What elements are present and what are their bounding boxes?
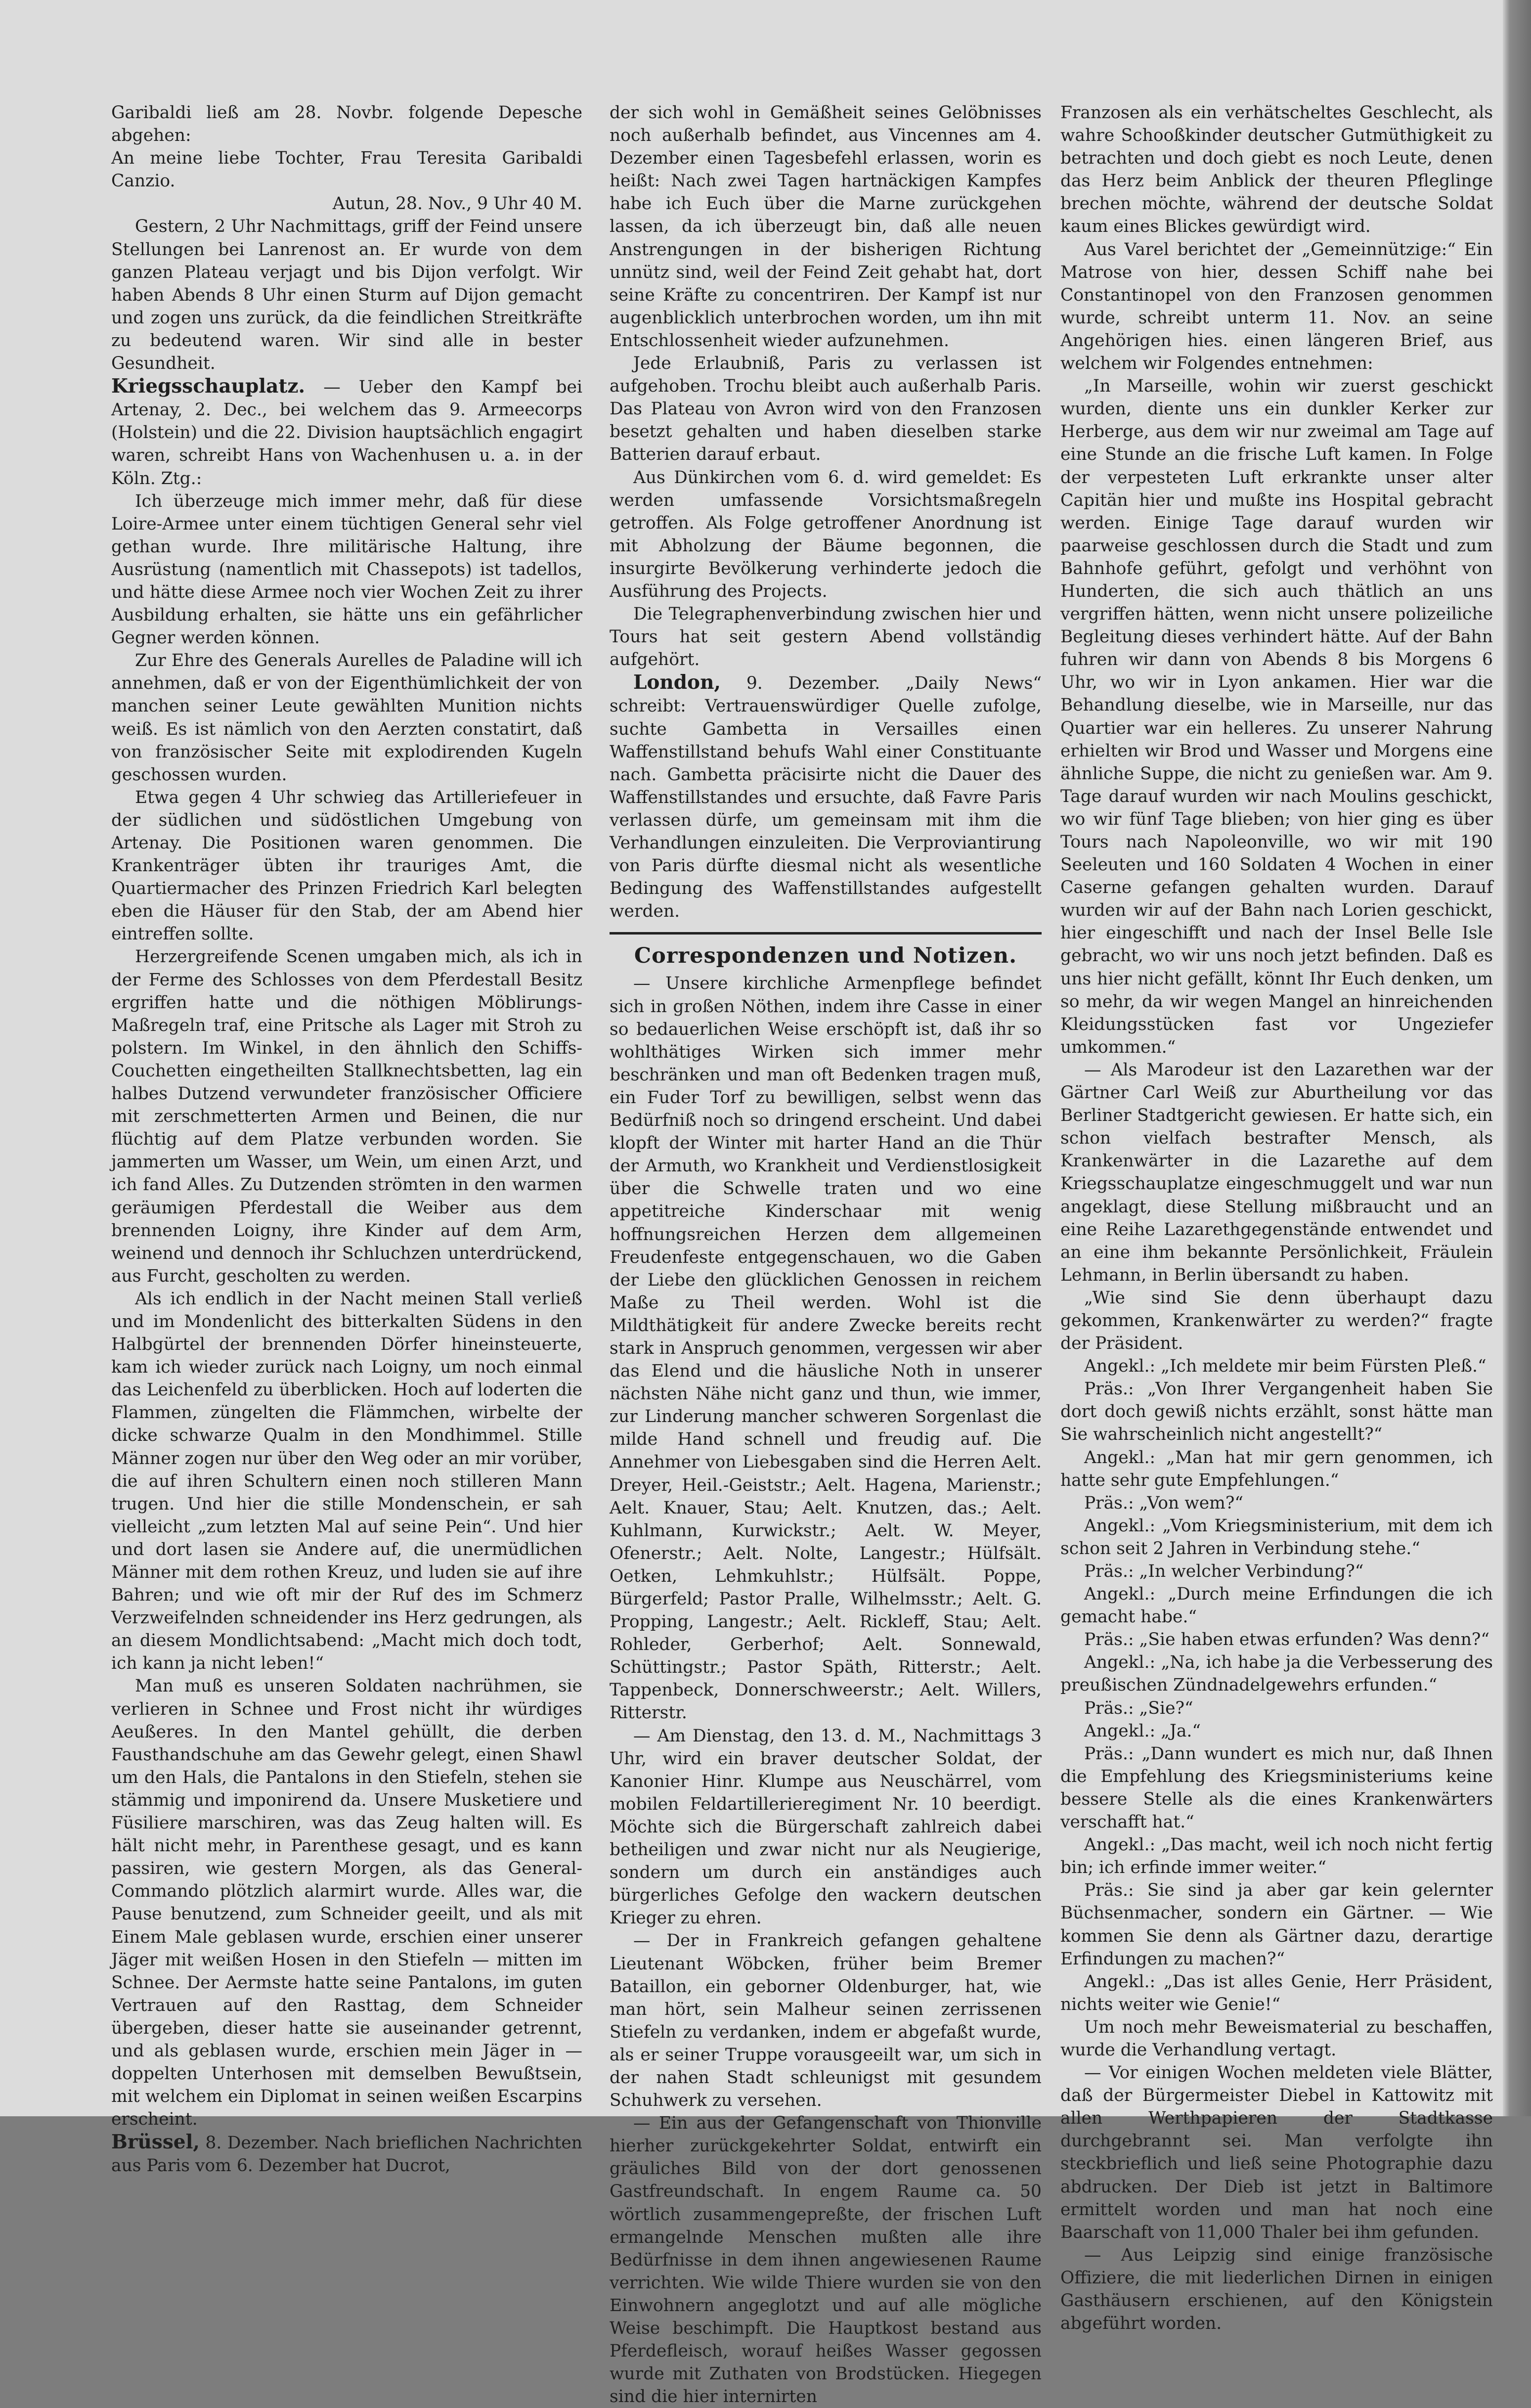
paragraph	[111, 490, 582, 650]
paragraph-text: Präs.: Sie sind ja aber gar kein gelernter Büchsenmacher, sondern ein Gärtner. — Wie kommen Sie denn als Gärtner dazu, derartige Erfindungen zu machen?“	[1060, 1880, 1493, 1969]
paragraph-text: Aus Varel berichtet der „Gemeinnützige:“ Ein Matrose von hier, dessen Schiff nahe bei Constantinopel von den Franzosen genommen wurde, schreibt unterm 11. Nov. an seine Angehörigen hies. einen längeren Brief, aus welchem wir Folgendes entnehmen:	[1060, 239, 1493, 374]
paragraph	[1060, 1446, 1493, 1492]
paragraph	[1060, 1378, 1493, 1446]
paragraph	[111, 1288, 582, 1675]
paragraph-text: Präs.: „Sie haben etwas erfunden? Was denn?“	[1084, 1630, 1490, 1650]
paragraph	[1060, 1583, 1493, 1628]
paragraph-text: Ich überzeuge mich immer mehr, daß für diese Loire-Armee unter einem tüchtigen General sehr viel gethan wurde. Ihre militärische Haltung, ihre Ausrüstung (namentlich mit Chassepots) ist tadellos, und hätte diese Armee noch vier Wochen Zeit zu ihrer Ausbildung erhalten, sie hätte uns ein gefährlicher Gegner werden können.	[111, 491, 582, 648]
paragraph	[1060, 1833, 1493, 1879]
paragraph-text: Angekl.: „Das macht, weil ich noch nicht fertig bin; ich erfinde immer weiter.“	[1060, 1835, 1493, 1878]
paragraph	[1060, 1628, 1493, 1651]
paragraph-text: Angekl.: „Man hat mir gern genommen, ich hatte sehr gute Empfehlungen.“	[1060, 1447, 1493, 1490]
paragraph-text: Um noch mehr Beweismaterial zu beschaffen, wurde die Verhandlung vertagt.	[1060, 2017, 1493, 2060]
paragraph-text: Jede Erlaubniß, Paris zu verlassen ist aufgehoben. Trochu bleibt auch außerhalb Paris. Das Plateau von Avron wird von den Franzosen besetzt gehalten und haben dieselben starke Batterien darauf erbaut.	[610, 354, 1042, 465]
column-middle	[610, 101, 1042, 2407]
paragraph	[111, 215, 582, 375]
paragraph-lead: Brüssel,	[111, 2131, 200, 2154]
paragraph-text: Angekl.: „Vom Kriegsministerium, mit dem ich schon seit 2 Jahren in Verbindung stehe.“	[1060, 1516, 1493, 1559]
paragraph-text: — Als Marodeur ist den Lazarethen war der Gärtner Carl Weiß zur Aburtheilung vor das Berliner Stadtgericht gewiesen. Er hatte sich, ein schon vielfach bestrafter Mensch, als Krankenwärter in die Lazarethe auf dem Kriegsschauplatze eingeschmuggelt und war nun angeklagt, diese Stellung mißbraucht und an eine Reihe Lazarethgegenstände entwendet und an eine ihm bekannte Persönlichkeit, Fräulein Lehmann, in Berlin übersandt zu haben.	[1060, 1060, 1493, 1285]
paragraph	[1060, 1742, 1493, 1833]
paragraph	[111, 786, 582, 946]
paragraph	[610, 352, 1042, 466]
paragraph-text: Etwa gegen 4 Uhr schwieg das Artilleriefeuer in der südlichen und südöstlichen Umgebung von Artenay. Die Positionen waren genommen. Die Krankenträger übten ihr trauriges Amt, die Quartiermacher des Prinzen Friedrich Karl belegten eben die Häuser für den Stab, der am Abend hier eintreffen sollte.	[111, 787, 582, 944]
paragraph	[1060, 1515, 1493, 1560]
paragraph-text: — Unsere kirchliche Armenpflege befindet sich in großen Nöthen, indem ihre Casse in einer so bedauerlichen Weise erschöpft ist, daß ihr so wohlthätiges Wirken sich immer mehr beschränken und man oft Bedenken tragen muß, ein Fuder Torf zu bewilligen, selbst wenn das Bedürfniß noch so dringend erscheint. Und dabei klopft der Winter mit harter Hand an die Thür der Armuth, wo Krankheit und Verdienstlosigkeit über die Schwelle traten und wo eine appetitreiche Kinderschaar mit wenig hoffnungsreichen Herzen dem allgemeinen Freudenfeste entgegenschauen, wo die Gaben der Liebe den glücklichen Genossen in reichem Maße zu Theil werden. Wohl ist die Mildthätigkeit für andere Zwecke bereits recht stark in Anspruch genommen, vergessen wir aber das Elend und die häusliche Noth in unserer nächsten Nähe nicht ganz und thun, wie immer, zur Linderung mancher schweren Sorgenlast die milde Hand schnell und freudig auf. Die Annehmer von Liebesgaben sind die Herren Aelt. Dreyer, Heil.-Geiststr.; Aelt. Hagena, Marienstr.; Aelt. Knauer, Stau; Aelt. Knutzen, das.; Aelt. Kuhlmann, Kurwickstr.; Aelt. W. Meyer, Ofenerstr.; Aelt. Nolte, Langestr.; Hülfsält. Oetken, Lehmkuhlstr.; Hülfsält. Poppe, Bürgerfeld; Pastor Pralle, Wilhelmsstr.; Aelt. G. Propping, Langestr.; Aelt. Rickleff, Stau; Aelt. Rohleder, Gerberhof; Aelt. Sonnewald, Schüttingstr.; Pastor Späth, Ritterstr.; Aelt. Tappenbeck, Donnerschweerstr.; Aelt. Willers, Ritterstr.	[610, 974, 1042, 1723]
paragraph	[1060, 1059, 1493, 1287]
paragraph	[1060, 2244, 1493, 2335]
paragraph	[610, 1929, 1042, 2112]
paragraph-text: An meine liebe Tochter, Frau Teresita Garibaldi Canzio.	[111, 148, 582, 191]
paragraph-text: Als ich endlich in der Nacht meinen Stall verließ und im Mondenlicht des bitterkalten Südens in den Halbgürtel der brennenden Dörfer hineinsteuerte, kam ich wieder zurück nach Loigny, um noch einmal das Leichenfeld zu überblicken. Hoch auf loderten die Flammen, züngelten die Flämmchen, wirbelte der dicke schwarze Qualm in den Mondhimmel. Stille Männer zogen nur über den Weg oder an mir vorüber, die auf ihren Schultern einen noch stilleren Mann trugen. Und hier die stille Mondenschein, er sah vielleicht „zum letzten Mal auf seine Pein“. Und hier und dort lasen sie Andere auf, die unermüdlichen Männer mit dem rothen Kreuz, und luden sie auf ihre Bahren; und wie oft mir der Ruf des im Schmerz Verzweifelnden schneidender ins Herz gedrungen, als an diesem Mondlichtsabend: „Macht mich doch todt, ich kann ja nicht leben!“	[111, 1289, 582, 1674]
paragraph-text: 9. Dezember. „Daily News“ schreibt: Vertrauenswürdiger Quelle zufolge, suchte Gambetta in Versailles einen Waffenstillstand behufs Wahl einer Constituante nach. Gambetta präcisirte nicht die Dauer des Waffenstillstandes und ersuchte, daß Favre Paris verlassen dürfe, um gemeinsam mit ihm die Verhandlungen einzuleiten. Die Verproviantirung von Paris dürfte diesmal nicht als wesentliche Bedingung des Waffenstillstandes aufgestellt werden.	[610, 673, 1042, 922]
paragraph-text: Gestern, 2 Uhr Nachmittags, griff der Feind unsere Stellungen bei Lanrenost an. Er wurde von dem ganzen Plateau verjagt und bis Dijon verfolgt. Wir haben Abends 8 Uhr einen Sturm auf Dijon gemacht und zogen uns zurück, da die feindlichen Streitkräfte zu bedeutend waren. Wir sind alle in bester Gesundheit.	[111, 217, 582, 374]
paragraph-text: Angekl.: „Na, ich habe ja die Verbesserung des preußischen Zündnadelgewehrs erfunden.“	[1060, 1652, 1493, 1695]
paragraph	[1060, 1492, 1493, 1515]
paragraph	[111, 649, 582, 786]
paragraph-lead: Kriegsschauplatz.	[111, 375, 306, 398]
paragraph-text: Angekl.: „Das ist alles Genie, Herr Präsident, nichts weiter wie Genie!“	[1060, 1971, 1493, 2014]
paragraph	[1060, 1355, 1493, 1378]
paragraph	[111, 2131, 582, 2177]
paragraph	[1060, 1287, 1493, 1355]
paragraph	[610, 466, 1042, 603]
paragraph-text: Angekl.: „Durch meine Erfindungen die ich gemacht habe.“	[1060, 1584, 1493, 1627]
paragraph-text: Zur Ehre des Generals Aurelles de Paladine will ich annehmen, daß er von der Eigenthümlichkeit der von manchen seiner Leute gewählten Munition nichts weiß. Es ist nämlich von den Aerzten constatirt, daß von französischer Seite mit explodirenden Kugeln geschossen wurden.	[111, 651, 582, 785]
paragraph-text: „In Marseille, wohin wir zuerst geschickt wurden, diente uns ein dunkler Kerker zur Herberge, aus dem wir nur zweimal am Tage auf eine Stunde an die frische Luft kamen. In Folge der verpesteten Luft erkrankte unser alter Capitän hier und mußte ins Hospital gebracht werden. Einige Tage darauf wurden wir paarweise geschlossen durch die Stadt und zum Bahnhofe geführt, gefolgt und verhöhnt von Hunderten, die sich auch thätlich an uns vergriffen hätten, wenn nicht unsere polizeiliche Begleitung dieses verhindert hätte. Auf der Bahn fuhren wir dann von Abends 8 bis Morgens 6 Uhr, wo wir in Lyon ankamen. Hier war die Behandlung dieselbe, wie in Marseille, nur das Quartier war ein helleres. Zu unserer Nahrung erhielten wir Brod und Wasser und Morgens eine ähnliche Suppe, die nicht zu genießen war. Am 9. Tage darauf wurden wir nach Moulins geschickt, wo wir fünf Tage blieben; von hier ging es über Tours nach Napoleonville, wo wir mit 190 Seeleuten und 160 Soldaten 4 Wochen in einer Caserne gefangen gehalten wurden. Darauf wurden wir auf der Bahn nach Lorien geschickt, hier eingeschifft und nach der Insel Belle Isle gebracht, wo wir uns noch jetzt befinden. Daß es uns hier nicht gefällt, könnt Ihr Euch denken, um so mehr, da wir wegen Mangel an hinreichenden Kleidungsstücken fast vor Ungeziefer umkommen.“	[1060, 376, 1493, 1057]
paragraph-text: Präs.: „Sie?“	[1084, 1698, 1193, 1718]
paragraph	[610, 1725, 1042, 1930]
paragraph	[610, 603, 1042, 671]
paragraph	[610, 972, 1042, 1724]
column-middle-notices	[610, 972, 1042, 2408]
paragraph-text: — Vor einigen Wochen meldeten viele Blätter, daß der Bürgermeister Diebel in Kattowitz mit allen Werthpapieren der Stadtkasse durchgebrannt sei. Man verfolgte ihn steckbrieflich und ließ seine Photographie dazu abdrucken. Der Dieb ist jetzt in Baltimore ermittelt worden und man hat noch eine Baarschaft von 11,000 Thaler bei ihm gefunden.	[1060, 2063, 1493, 2242]
paragraph-text: der sich wohl in Gemäßheit seines Gelöbnisses noch außerhalb befindet, aus Vincennes am 4. Dezember einen Tagesbefehl erlassen, worin es heißt: Nach zwei Tagen hartnäckigen Kampfes habe ich Euch über die Marne zurückgehen lassen, da ich überzeugt bin, daß alle neuen Anstrengungen in der bisherigen Richtung unnütz sind, weil der Feind Zeit gehabt hat, dort seine Kräfte zu concentriren. Der Kampf ist nur augenblicklich unterbrochen worden, um ihn mit Entschlossenheit wieder aufzunehmen.	[610, 103, 1042, 351]
paragraph	[111, 101, 582, 147]
paragraph	[1060, 2016, 1493, 2061]
paragraph	[111, 375, 582, 490]
paragraph	[1060, 101, 1493, 238]
paragraph	[1060, 1720, 1493, 1742]
paragraph-text: Herzergreifende Scenen umgaben mich, als ich in der Ferme des Schlosses von dem Pferdestall Besitz ergriffen hatte und die nöthigen Möblirungs-Maßregeln traf, eine Pritsche als Lager mit Stroh zu polstern. Im Winkel, in den ähnlich den Schiffs-Couchetten eingetheilten Stallknechtsbetten, lag ein halbes Dutzend verwundeter französischer Officiere mit zerschmetterten Armen und Beinen, die nur flüchtig auf dem Platze verbunden worden. Sie jammerten um Wasser, um Wein, um einen Arzt, und ich fand Alles. Zu Dutzenden strömten in den warmen geräumigen Pferdestall die Weiber aus dem brennenden Loigny, ihre Kinder auf dem Arm, weinend und dennoch ihr Schluchzen unterdrückend, aus Furcht, gescholten zu werden.	[111, 947, 582, 1286]
paragraph-text: — Aus Leipzig sind einige französische Offiziere, die mit liederlichen Dirnen in einigen Gasthäusern erschienen, auf den Königstein abgeführt worden.	[1060, 2245, 1493, 2334]
paragraph	[111, 147, 582, 192]
paragraph-text: Präs.: „In welcher Verbindung?“	[1084, 1561, 1364, 1581]
paragraph	[1060, 1651, 1493, 1696]
section-rule	[610, 932, 1042, 935]
paragraph-text: 8. Dezember. Nach brieflichen Nachrichten aus Paris vom 6. Dezember hat Ducrot,	[111, 2133, 582, 2176]
paragraph	[610, 2112, 1042, 2408]
paragraph	[1060, 1560, 1493, 1583]
paragraph-text: Angekl.: „Ja.“	[1084, 1721, 1201, 1741]
paragraph-text: Aus Dünkirchen vom 6. d. wird gemeldet: Es werden umfassende Vorsichtsmaßregeln getroffen. Als Folge getroffener Anordnung ist mit Abholzung der Bäume begonnen, die insurgirte Bevölkerung verhinderte jedoch die Ausführung des Projects.	[610, 467, 1042, 601]
paragraph-lead: London,	[633, 671, 721, 694]
section-heading: Correspondenzen und Notizen.	[634, 943, 1017, 969]
paragraph-text: „Wie sind Sie denn überhaupt dazu gekommen, Krankenwärter zu werden?“ fragte der Präsident.	[1060, 1288, 1493, 1354]
column-middle-news	[610, 101, 1042, 923]
paragraph	[1060, 375, 1493, 1059]
paragraph	[1060, 1970, 1493, 2016]
paragraph-text: Präs.: „Von wem?“	[1084, 1493, 1244, 1513]
paragraph-text: Die Telegraphenverbindung zwischen hier und Tours hat seit gestern Abend vollständig aufgehört.	[610, 604, 1042, 670]
paragraph	[111, 1675, 582, 2131]
paragraph-text: Präs.: „Von Ihrer Vergangenheit haben Sie dort doch gewiß nichts erzählt, sonst hätte man Sie wahrscheinlich nicht angestellt?“	[1060, 1379, 1493, 1445]
paragraph-text: — Ein aus der Gefangenschaft von Thionville hierher zurückgekehrter Soldat, entwirft ein gräuliches Bild von der dort genossenen Gastfreundschaft. In engem Raume ca. 50 wörtlich zusammengepreßte, der frischen Luft ermangelnde Menschen mußten alle ihre Bedürfnisse in dem ihnen angewiesenen Raume verrichten. Wie wilde Thiere wurden sie von den Einwohnern angeglotzt und auf alle mögliche Weise beschimpft. Die Hauptkost bestand aus Pferdefleisch, worauf heißes Wasser gegossen wurde mit Zuthaten von Brodstücken. Hiegegen sind die hier internirten	[610, 2113, 1042, 2407]
paragraph-text: Garibaldi ließ am 28. Novbr. folgende Depesche abgehen:	[111, 103, 582, 146]
paragraph	[111, 192, 582, 215]
column-right	[1060, 101, 1493, 2334]
paragraph	[1060, 2061, 1493, 2244]
paragraph-text: Autun, 28. Nov., 9 Uhr 40 M.	[332, 194, 582, 214]
paragraph	[1060, 1879, 1493, 1970]
paragraph-text: — Am Dienstag, den 13. d. M., Nachmittags 3 Uhr, wird ein braver deutscher Soldat, der Kanonier Hinr. Klumpe aus Neuschärrel, vom mobilen Feldartillerieregiment Nr. 10 beerdigt. Möchte sich die Bürgerschaft zahlreich dabei betheiligen und zwar nicht nur als Neugierige, sondern um durch ein anständiges auch bürgerliches Gefolge den wackern deutschen Krieger zu ehren.	[610, 1726, 1042, 1928]
paragraph	[610, 101, 1042, 352]
paragraph	[111, 945, 582, 1287]
paragraph-text: Angekl.: „Ich meldete mir beim Fürsten Pleß.“	[1084, 1356, 1487, 1377]
scan-edge	[1503, 0, 1531, 2116]
column-left	[111, 101, 582, 2176]
paragraph	[610, 671, 1042, 923]
paragraph-text: — Der in Frankreich gefangen gehaltene Lieutenant Wöbcken, früher beim Bremer Bataillon, ein geborner Oldenburger, hat, wie man hört, sein Malheur seinen zerrissenen Stiefeln zu verdanken, indem er abgefaßt wurde, als er seiner Truppe vorausgeeilt war, um sich in der nahen Stadt schleunigst mit gesundem Schuhwerk zu versehen.	[610, 1931, 1042, 2111]
paragraph-text: — Ueber den Kampf bei Artenay, 2. Dec., bei welchem das 9. Armeecorps (Holstein) und die 22. Division hauptsächlich engagirt waren, schreibt Hans von Wachenhusen u. a. in der Köln. Ztg.:	[111, 377, 582, 489]
paragraph-text: Franzosen als ein verhätscheltes Geschlecht, als wahre Schooßkinder deutscher Gutmüthigkeit zu betrachten und doch giebt es noch Leute, denen das Herz beim Anblick der theuren Pfleglinge brechen möchte, während der deutsche Soldat kaum eines Blickes gewürdigt wird.	[1060, 103, 1493, 237]
paragraph-text: Präs.: „Dann wundert es mich nur, daß Ihnen die Empfehlung des Kriegsministeriums keine bessere Stelle als die eines Krankenwärters verschafft hat.“	[1060, 1743, 1493, 1832]
paragraph	[1060, 238, 1493, 375]
paragraph	[1060, 1697, 1493, 1720]
paragraph-text: Man muß es unseren Soldaten nachrühmen, sie verlieren in Schnee und Frost nicht ihr würdiges Aeußeres. In den Mantel gehüllt, die derben Fausthandschuhe am das Gewehr gelegt, einen Shawl um den Hals, die Pantalons in den Stiefeln, stehen sie stämmig und imponirend da. Unsere Musketiere und Füsiliere marschiren, was das Zeug halten will. Es hält nicht mehr, in Parenthese gesagt, und es kann passiren, wie gestern Morgen, als das General-Commando plötzlich alarmirt wurde. Alles war, die Pause benutzend, zum Schneider geeilt, und als mit Einem Male geblasen wurde, erschien einer unserer Jäger mit weißen Hosen in den Stiefeln — mitten im Schnee. Der Aermste hatte seine Pantalons, im guten Vertrauen auf den Rasttag, dem Schneider übergeben, dieser hatte sie auseinander getrennt, und als geblasen wurde, erschien mein Jäger in — doppelten Unterhosen mit demselben Bewußtsein, mit welchem ein Diplomat in seinen weißen Escarpins erscheint.	[111, 1676, 582, 2130]
